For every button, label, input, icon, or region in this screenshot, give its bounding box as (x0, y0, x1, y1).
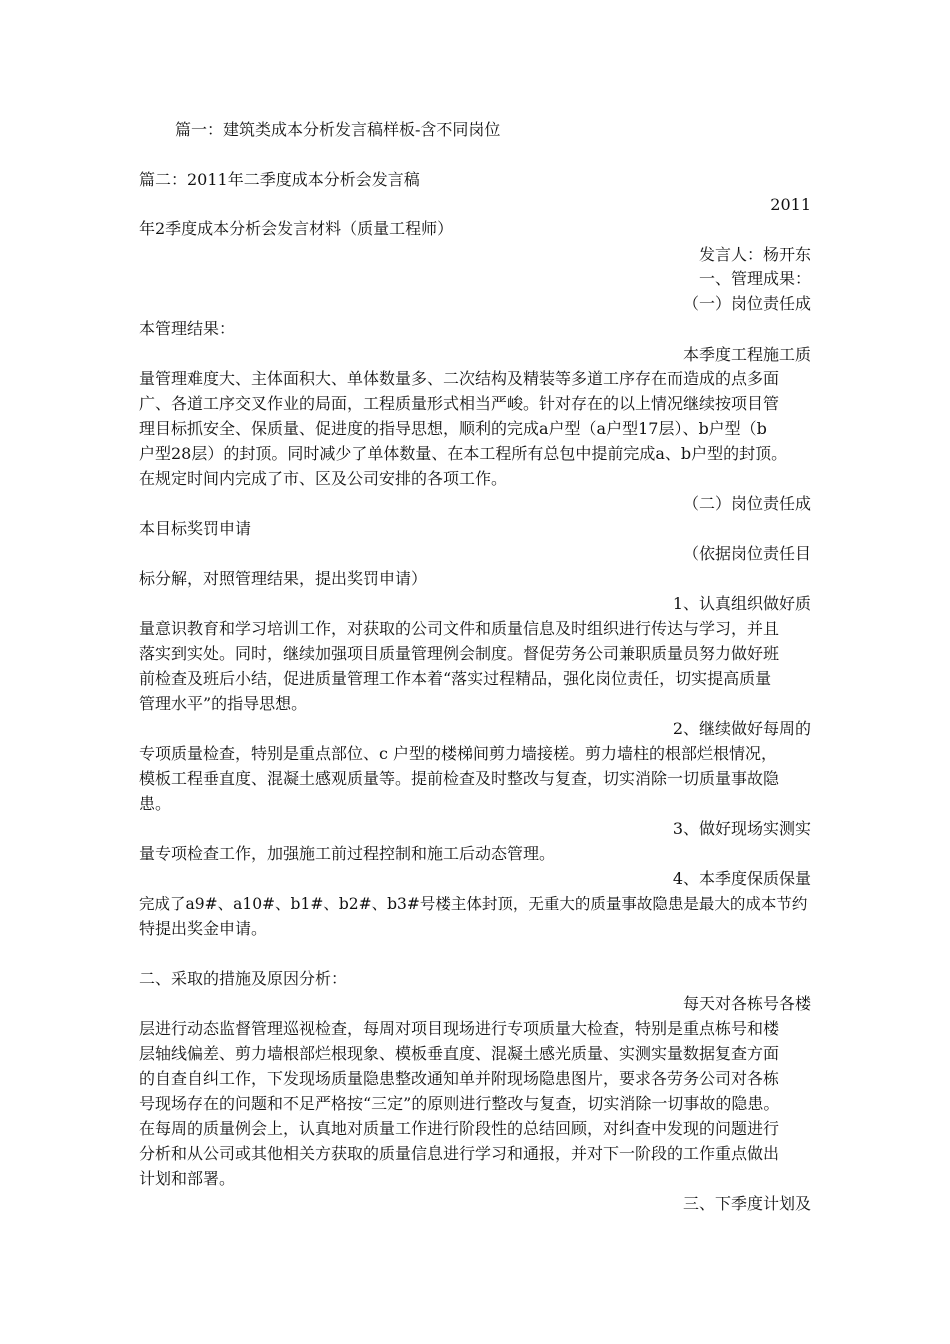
text-line: 量意识教育和学习培训工作，对获取的公司文件和质量信息及时组织进行传达与学习，并且 (139, 619, 780, 638)
text-line: 本季度工程施工质 (682, 345, 811, 364)
text-line: 专项质量检查，特别是重点部位、c 户型的楼梯间剪力墙接槎。剪力墙柱的根部烂根情况， (139, 744, 778, 763)
text-line: 标分解，对照管理结果，提出奖罚申请） (139, 569, 428, 588)
text-line: 在规定时间内完成了市、区及公司安排的各项工作。 (139, 469, 508, 488)
section-heading: 一、管理成果： (698, 269, 811, 288)
text-line: 前检查及班后小结，促进质量管理工作本着“落实过程精品，强化岗位责任，切实提高质量 (139, 669, 772, 688)
item-heading: 1、认真组织做好质 (672, 594, 811, 613)
text-line: 的自查自纠工作，下发现场质量隐患整改通知单并附现场隐患图片，要求各劳务公司对各栋 (139, 1069, 780, 1088)
text-line: 本目标奖罚申请 (139, 519, 252, 538)
section-heading: 三、下季度计划及 (682, 1194, 811, 1213)
subsection-heading: （二）岗位责任成 (682, 494, 811, 513)
text-line: 特提出奖金申请。 (139, 919, 268, 938)
text-line: 量管理难度大、主体面积大、单体数量多、二次结构及精装等多道工序存在而造成的点多面 (139, 369, 780, 388)
subsection-heading: （一）岗位责任成 (682, 294, 811, 313)
section-heading: 二、采取的措施及原因分析： (139, 969, 348, 988)
text-line: 完成了a9#、a10#、b1#、b2#、b3#号楼主体封顶，无重大的质量事故隐患是最大的成本节约 (139, 895, 808, 913)
text-line: 量专项检查工作，加强施工前过程控制和施工后动态管理。 (139, 844, 556, 863)
text-line: 管理水平”的指导思想。 (139, 694, 308, 713)
year-line: 2011 (770, 195, 811, 214)
text-line: 落实到实处。同时，继续加强项目质量管理例会制度。督促劳务公司兼职质量员努力做好班 (139, 644, 780, 663)
text-line: 理目标抓安全、保质量、促进度的指导思想，顺利的完成a户型（a户型17层）、b户型（b (139, 419, 767, 438)
text-line: 本管理结果： (139, 319, 236, 338)
text-line: 计划和部署。 (139, 1169, 236, 1188)
text-line: 广、各道工序交叉作业的局面，工程质量形式相当严峻。针对存在的以上情况继续按项目管 (139, 394, 780, 413)
text-line: 患。 (139, 794, 172, 813)
speaker-line: 发言人：杨开东 (698, 245, 811, 264)
text-line: 在每周的质量例会上，认真地对质量工作进行阶段性的总结回顾，对纠查中发现的问题进行 (139, 1119, 780, 1138)
item-heading: 4、本季度保质保量 (672, 869, 811, 888)
text-line: 分析和从公司或其他相关方获取的质量信息进行学习和通报，并对下一阶段的工作重点做出 (139, 1144, 780, 1163)
text-line: 模板工程垂直度、混凝土感观质量等。提前检查及时整改与复查，切实消除一切质量事故隐 (139, 769, 780, 788)
text-line: 号现场存在的问题和不足严格按“三定”的原则进行整改与复查，切实消除一切事故的隐患。 (139, 1094, 780, 1113)
heading-part-one: 篇一：建筑类成本分析发言稿样板-含不同岗位 (175, 120, 501, 139)
text-line: 层进行动态监督管理巡视检查，每周对项目现场进行专项质量大检查，特别是重点栋号和楼 (139, 1019, 780, 1038)
heading-part-two: 篇二：2011年二季度成本分析会发言稿 (139, 170, 420, 189)
document-title: 年2季度成本分析会发言材料（质量工程师） (139, 219, 454, 238)
text-line: （依据岗位责任目 (682, 544, 811, 563)
text-line: 户型28层）的封顶。同时减少了单体数量、在本工程所有总包中提前完成a、b户型的封顶。 (139, 444, 788, 463)
item-heading: 2、继续做好每周的 (672, 719, 811, 738)
text-line: 层轴线偏差、剪力墙根部烂根现象、模板垂直度、混凝土感光质量、实测实量数据复查方面 (139, 1044, 780, 1063)
text-line: 每天对各栋号各楼 (682, 994, 811, 1013)
item-heading: 3、做好现场实测实 (672, 819, 811, 838)
